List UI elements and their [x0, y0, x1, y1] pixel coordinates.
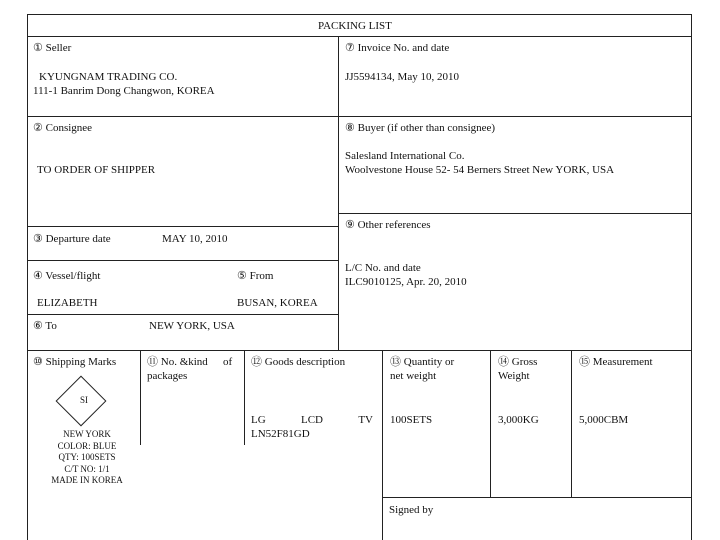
quantity-value: 100SETS	[390, 414, 433, 426]
consignee-label: ② Consignee	[33, 122, 93, 134]
from-label: ⑤ From	[237, 270, 274, 282]
line-middle	[338, 36, 339, 350]
line-vessel-bottom	[27, 314, 338, 315]
goods-description	[251, 413, 373, 441]
line-top	[27, 14, 692, 15]
header-gross-line2: Weight	[498, 370, 530, 382]
invoice-label: ⑦ Invoice No. and date	[345, 42, 450, 54]
line-buyer-bottom	[338, 213, 692, 214]
document-title: PACKING LIST	[318, 20, 392, 32]
goods-word-type: LCD	[301, 414, 323, 426]
header-gross-line1: ⑭ Gross	[498, 356, 538, 368]
goods-model: LN52F81GD	[251, 428, 310, 440]
vessel-label: ④ Vessel/flight	[33, 270, 101, 282]
invoice-value: JJ5594134, May 10, 2010	[345, 71, 459, 83]
line-left	[27, 14, 28, 540]
header-packages-of: of	[223, 356, 233, 368]
vessel-value: ELIZABETH	[37, 297, 98, 309]
buyer-label: ⑧ Buyer (if other than consignee)	[345, 122, 496, 134]
line-col-packages	[244, 350, 245, 445]
seller-label: ① Seller	[33, 42, 72, 54]
shipping-mark-lines: NEW YORK COLOR: BLUE QTY: 100SETS C/T NO: 1/1 MADE IN KOREA	[51, 429, 123, 485]
lc-value: ILC9010125, Apr. 20, 2010	[345, 276, 467, 288]
header-quantity-line2: net weight	[390, 370, 437, 382]
line-col-marks	[140, 350, 141, 445]
line-consignee-bottom	[27, 226, 338, 227]
line-seller-bottom	[27, 116, 692, 117]
buyer-name: Salesland International Co.	[345, 150, 465, 162]
to-value: NEW YORK, USA	[149, 320, 235, 332]
line-col-quantity	[490, 350, 491, 497]
from-value: BUSAN, KOREA	[237, 297, 318, 309]
seller-name: KYUNGNAM TRADING CO.	[39, 71, 178, 83]
header-shipping-marks: ⑩ Shipping Marks	[33, 356, 117, 368]
to-label: ⑥ To	[33, 320, 57, 332]
goods-word-brand: LG	[251, 414, 266, 426]
shipping-mark-diamond-text: SI	[79, 395, 88, 405]
seller-address: 111-1 Banrim Dong Changwon, KOREA	[33, 85, 215, 97]
departure-label: ③ Departure date	[33, 233, 111, 245]
header-packages-line2: packages	[147, 370, 188, 382]
line-table-header	[27, 350, 692, 351]
line-title-bottom	[27, 36, 692, 37]
line-departure-bottom	[27, 260, 338, 261]
line-signed-top	[382, 497, 692, 498]
header-quantity-line1: ⑬ Quantity or	[390, 356, 455, 368]
header-goods: ⑫ Goods description	[251, 356, 346, 368]
header-measurement: ⑮ Measurement	[579, 356, 653, 368]
line-col-goods	[382, 350, 383, 540]
line-right	[691, 14, 692, 540]
other-references-label: ⑨ Other references	[345, 219, 431, 231]
lc-label: L/C No. and date	[345, 262, 421, 274]
line-col-gross	[571, 350, 572, 497]
buyer-address: Woolvestone House 52- 54 Berners Street New YORK, USA	[345, 164, 615, 176]
departure-value: MAY 10, 2010	[162, 233, 228, 245]
gross-weight-value: 3,000KG	[498, 414, 539, 426]
measurement-value: 5,000CBM	[579, 414, 629, 426]
consignee-value: TO ORDER OF SHIPPER	[37, 164, 156, 176]
header-packages-line1: ⑪ No. &kind	[147, 356, 208, 368]
signed-by-label: Signed by	[389, 504, 434, 516]
goods-word-product: TV	[358, 414, 373, 426]
